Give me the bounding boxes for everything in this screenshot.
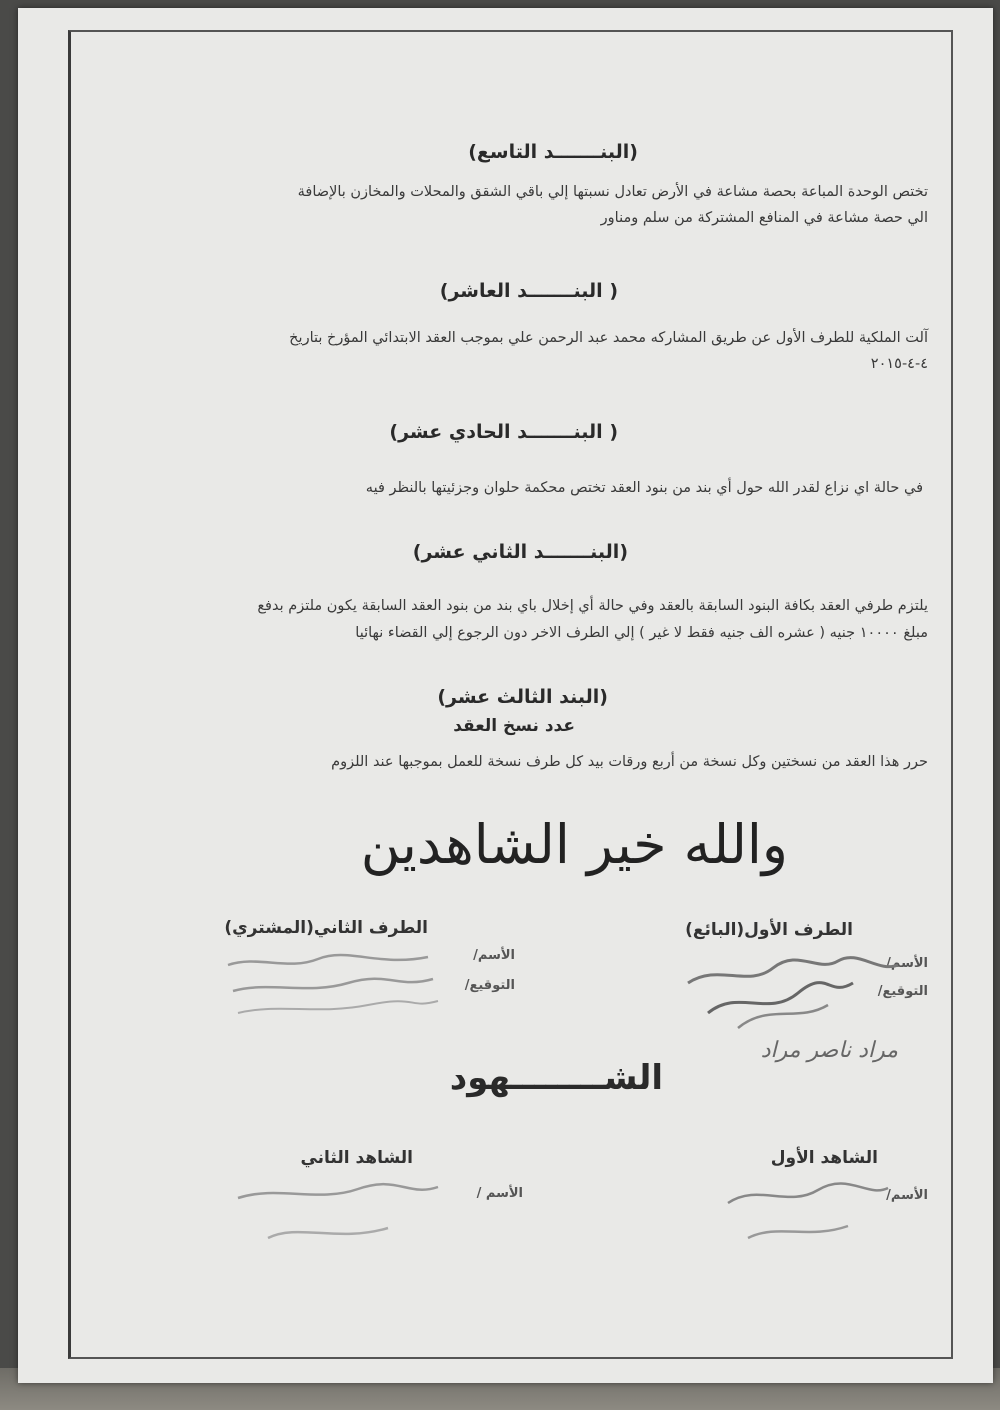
clause11-line-1: في حالة اي نزاع لقدر الله حول أي بند من بنود العقد تختص محكمة حلوان وجزئيتها بالنظر فيه [365, 480, 923, 496]
clause13-subheading: عدد نسخ العقد [453, 716, 575, 736]
clause11-heading: ( البنـــــــد الحادي عشر) [389, 421, 618, 443]
second-witness-signature [228, 1173, 448, 1258]
clause12-line-2: مبلغ ١٠٠٠٠ جنيه ( عشره الف جنيه فقط لا غير ) إلي الطرف الاخر دون الرجوع إلي القضاء نهائيا [355, 625, 928, 641]
witnesses-title: الشــــــــهود [449, 1058, 663, 1098]
clause12-heading: (البنـــــــد الثاني عشر) [412, 541, 628, 563]
first-witness-signature [718, 1168, 898, 1258]
closing-phrase: والله خير الشاهدين [360, 813, 788, 876]
clause9-line-1: تختص الوحدة المباعة بحصة مشاعة في الأرض تعادل نسبتها إلي باقي الشقق والمحلات والمخازن بالإضافة [297, 184, 928, 200]
clause12-line-1: يلتزم طرفي العقد بكافة البنود السابقة بالعقد وفي حالة أي إخلال باي بند من بنود العقد السابقة يكون ملتزم بدفع [257, 598, 928, 614]
first-party-name-label: الأسم/ [886, 956, 928, 971]
clause10-heading: ( البنـــــــد العاشر) [439, 280, 618, 302]
first-party-title: الطرف الأول(البائع) [685, 920, 853, 940]
second-witness-title: الشاهد الثاني [300, 1148, 413, 1168]
clause10-line-2: ٤-٤-٢٠١٥ [870, 356, 928, 372]
first-witness-title: الشاهد الأول [770, 1148, 878, 1168]
second-witness-name-label: الأسم / [476, 1186, 523, 1201]
first-party-signature-label: التوقيع/ [877, 984, 928, 999]
clause13-line-1: حرر هذا العقد من نسختين وكل نسخة من أربع ورقات بيد كل طرف نسخة للعمل بموجبها عند اللزوم [331, 754, 928, 770]
first-party-signature [678, 943, 908, 1038]
second-party-signature-label: التوقيع/ [464, 978, 515, 993]
second-party-signature [218, 943, 448, 1023]
first-witness-name-label: الأسم/ [886, 1188, 928, 1203]
contract-page [18, 8, 993, 1383]
clause10-line-1: آلت الملكية للطرف الأول عن طريق المشاركه محمد عبد الرحمن علي بموجب العقد الابتدائي المؤرخ بتاريخ [289, 330, 928, 346]
clause9-line-2: الي حصة مشاعة في المنافع المشتركة من سلم ومناور [600, 210, 928, 226]
second-party-name-label: الأسم/ [473, 948, 515, 963]
second-party-title: الطرف الثاني(المشتري) [224, 918, 428, 938]
clause9-heading: (البنـــــــد التاسع) [468, 141, 638, 163]
first-party-name-handwritten: مراد ناصر مراد [760, 1038, 898, 1063]
clause13-heading: (البند الثالث عشر) [437, 686, 608, 708]
